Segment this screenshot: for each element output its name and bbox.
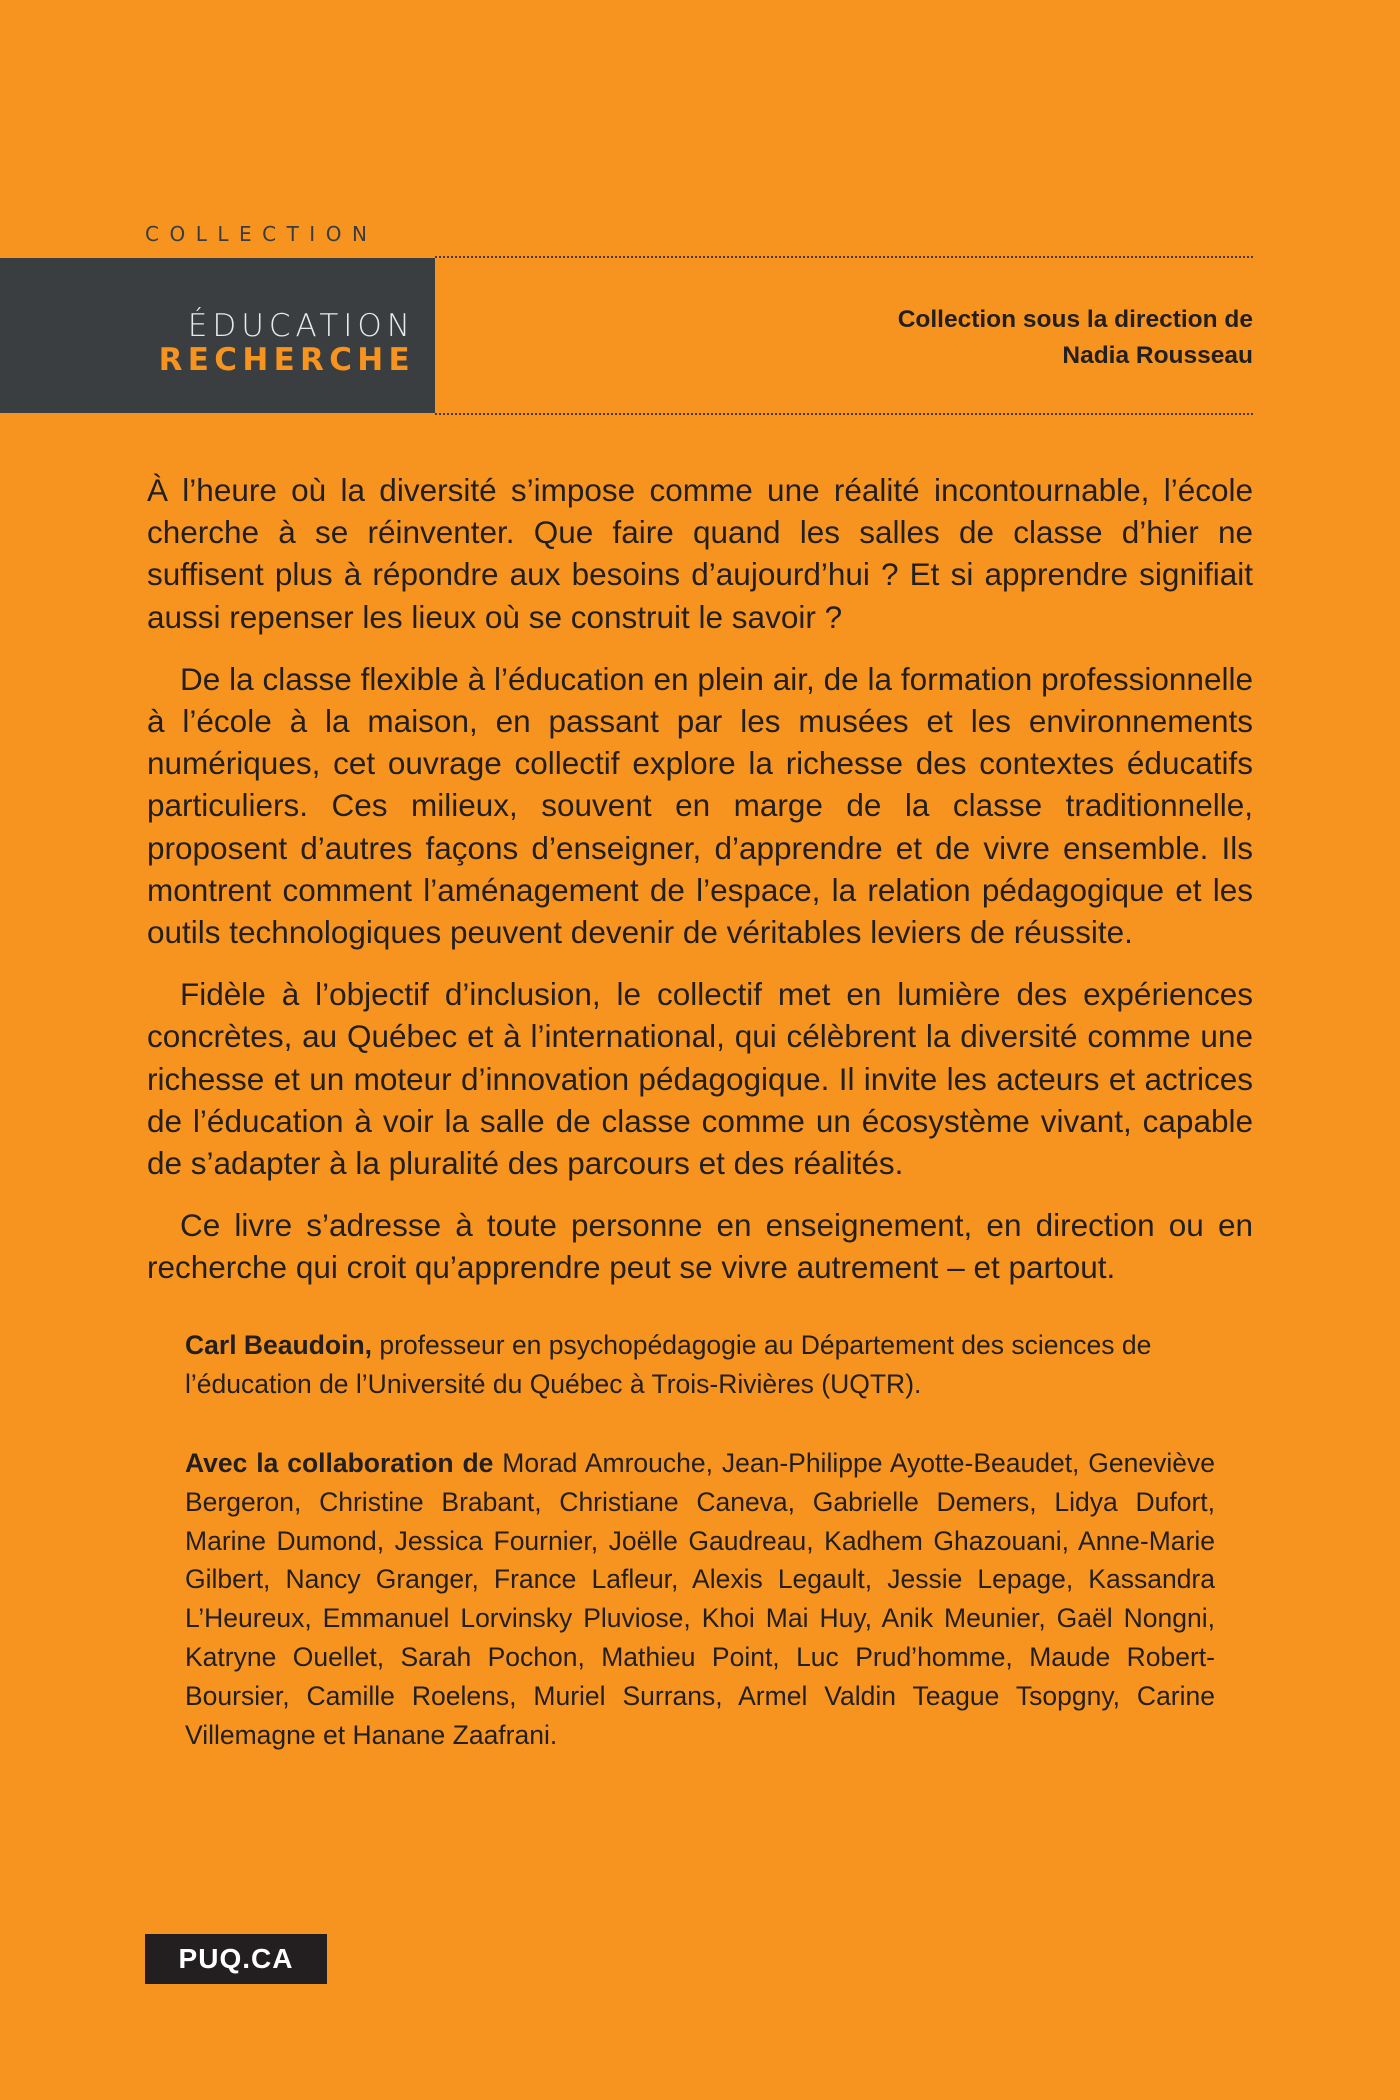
divider-top: [435, 256, 1253, 258]
author-bio: [185, 1326, 1215, 1404]
author-name: Carl Beaudoin,: [185, 1330, 373, 1360]
direction-label: Collection sous la direction de: [897, 306, 1253, 333]
collection-direction: [898, 302, 1253, 374]
collaborators-list: [185, 1444, 1215, 1754]
summary-paragraph-3: Fidèle à l’objectif d’inclusion, le collectif met en lumière des expériences concrètes, au Québec et à l’international, qui célèbrent la diversité comme une richesse et un moteur d’innovation pédagogique. Il invite les acteurs et actrices de l’éducation à voir la salle de classe comme un écosystème vivant, capable de s’adapter à la pluralité des parcours et des réalités.: [147, 976, 1253, 1182]
publisher-site-badge: PUQ.CA: [145, 1934, 327, 1984]
logo-education-text: ÉDUCATION: [187, 308, 415, 344]
divider-bottom: [435, 413, 1253, 415]
director-name: Nadia Rousseau: [1062, 342, 1253, 369]
collection-logo: [0, 258, 435, 413]
collaborators-names: Morad Amrouche, Jean-Philippe Ayotte-Beaudet, Geneviève Bergeron, Christine Brabant, Christiane Caneva, Gabrielle Demers, Lidya Dufort, Marine Dumond, Jessica Fournier, Joëlle Gaudreau, Kadhem Ghazouani, Anne-Marie Gilbert, Nancy Granger, France Lafleur, Alexis Legault, Jessie Lepage, Kassandra L’Heureux, Emmanuel Lorvinsky Pluviose, Khoi Mai Huy, Anik Meunier, Gaël Nongni, Katryne Ouellet, Sarah Pochon, Mathieu Point, Luc Prud’homme, Maude Robert-Boursier, Camille Roelens, Muriel Surrans, Armel Valdin Teague Tsopgny, Carine Villemagne et Hanane Zaafrani.: [185, 1448, 1215, 1750]
collaborators-label: Avec la collaboration de: [185, 1448, 494, 1478]
collection-label: COLLECTION: [145, 222, 378, 246]
logo-recherche-text: RECHERCHE: [158, 342, 415, 378]
book-summary: [147, 469, 1253, 1309]
author-description: professeur en psychopédagogie au Département des sciences de l’éducation de l’Université du Québec à Trois-Rivières (UQTR).: [185, 1330, 1152, 1399]
summary-paragraph-2: De la classe flexible à l’éducation en plein air, de la formation professionnelle à l’école à la maison, en passant par les musées et les environnements numériques, cet ouvrage collectif explore la richesse des contextes éducatifs particuliers. Ces milieux, souvent en marge de la classe traditionnelle, proposent d’autres façons d’enseigner, d’apprendre et de vivre ensemble. Ils montrent comment l’aménagement de l’espace, la relation pédagogique et les outils technologiques peuvent devenir de véritables leviers de réussite.: [147, 660, 1253, 951]
summary-paragraph-4: Ce livre s’adresse à toute personne en enseignement, en direction ou en recherche qui croit qu’apprendre peut se vivre autrement – et partout.: [147, 1207, 1253, 1286]
summary-paragraph-1: À l’heure où la diversité s’impose comme une réalité incontournable, l’école cherche à se réinventer. Que faire quand les salles de classe d’hier ne suffisent plus à répondre aux besoins d’aujourd’hui ? Et si apprendre signifiait aussi repenser les lieux où se construit le savoir ?: [147, 472, 1253, 635]
